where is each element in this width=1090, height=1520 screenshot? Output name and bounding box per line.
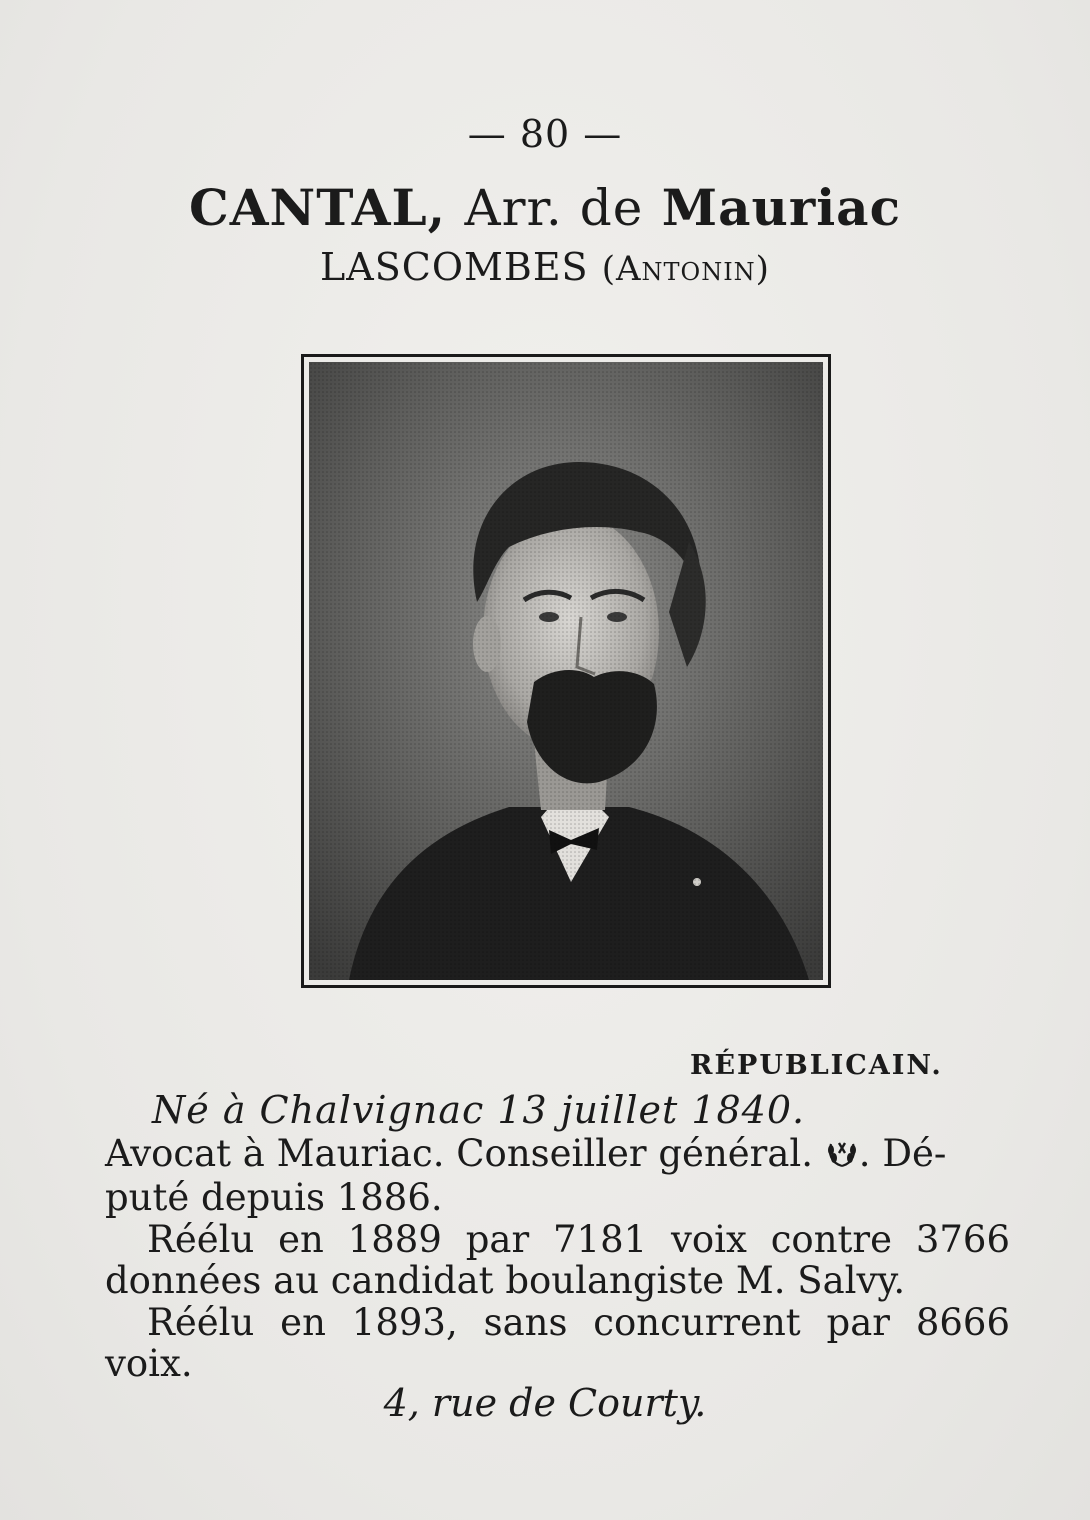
deputy-surname: LASCOMBES xyxy=(320,245,589,289)
election-1893: Réélu en 1893, sans concurrent par 8666 voix. xyxy=(105,1300,1010,1386)
portrait-frame xyxy=(301,354,831,988)
deputy-given-name: (Antonin) xyxy=(601,249,770,289)
biography-occupation: Avocat à Mauriac. Conseiller général. xyxy=(105,1132,814,1175)
arrondissement-name: Mauriac xyxy=(661,178,902,237)
address: 4, rue de Courty. xyxy=(383,1381,707,1425)
election-1889: Réélu en 1889 par 7181 voix contre 3766 données au candidat boulangiste M. Salvy. xyxy=(105,1217,1010,1303)
page-number: — 80 — xyxy=(467,112,623,156)
department-name: CANTAL, xyxy=(188,178,447,237)
page-title xyxy=(0,178,1090,237)
party-affiliation: RÉPUBLICAIN. xyxy=(690,1050,943,1081)
deputy-name xyxy=(0,245,1090,289)
biography-line-2: puté depuis 1886. xyxy=(105,1176,443,1220)
biography-deputy-start: . Dé- xyxy=(858,1132,947,1175)
laurel-wreath-icon xyxy=(825,1136,859,1178)
birth-line: Né à Chalvignac 13 juillet 1840. xyxy=(152,1088,806,1132)
biography-text xyxy=(105,1133,1010,1385)
portrait-photograph xyxy=(309,362,823,980)
biography-line-1 xyxy=(105,1133,1010,1177)
arrondissement-prefix: Arr. de xyxy=(464,179,644,237)
